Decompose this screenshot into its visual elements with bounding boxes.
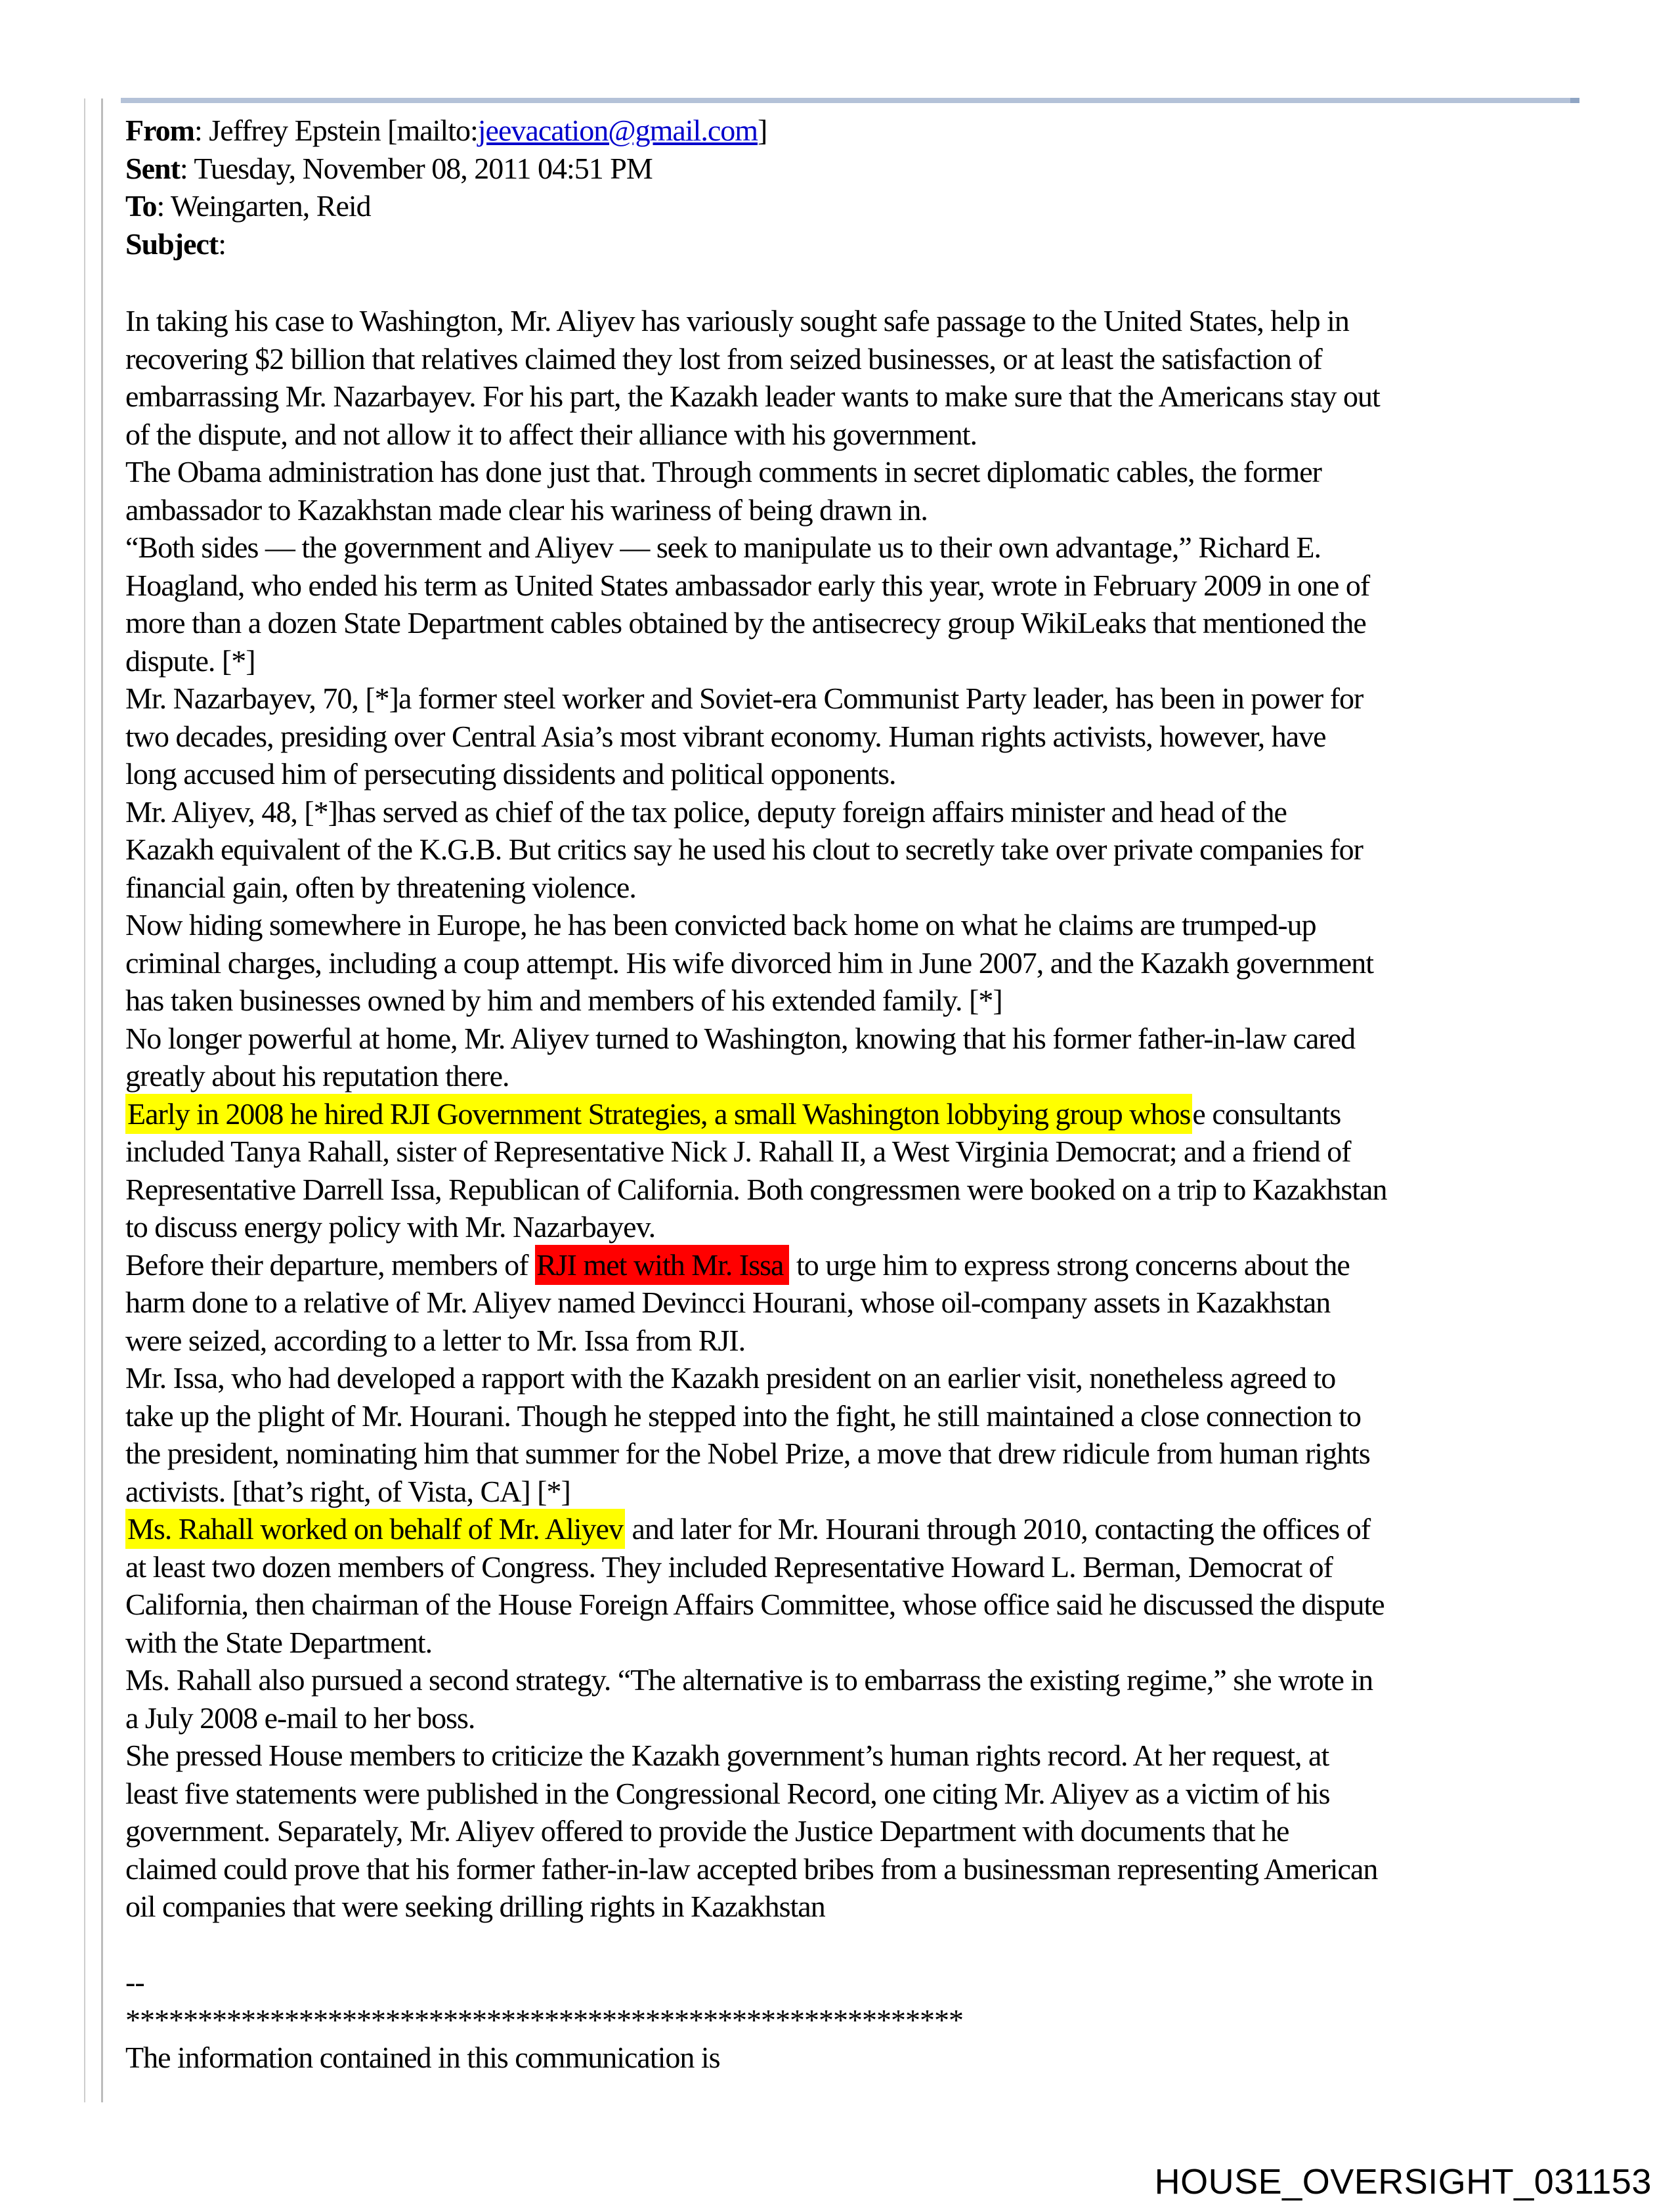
body-text-segment: “Both sides — the government and Aliyev — seek to manipulate us to their own advantage,” Richard E.	[125, 531, 1321, 564]
body-line	[125, 1548, 1386, 1586]
body-line	[125, 1473, 1386, 1511]
body-line	[125, 1133, 1386, 1171]
body-text-segment: financial gain, often by threatening violence.	[125, 870, 636, 904]
body-line	[125, 642, 1386, 680]
body-text-segment: **********************************************************	[125, 2003, 963, 2037]
body-text-segment: included Tanya Rahall, sister of Representative Nick J. Rahall II, a West Virginia Democrat; and a friend of	[125, 1135, 1351, 1168]
body-text-segment: were seized, according to a letter to Mr. Issa from RJI.	[125, 1323, 746, 1357]
body-text-segment: California, then chairman of the House Foreign Affairs Committee, whose office said he discussed the dispute	[125, 1588, 1384, 1621]
body-text-segment: Ms. Rahall also pursued a second strategy. “The alternative is to embarrass the existing regime,” she wrote in	[125, 1663, 1373, 1697]
to-label: To	[125, 189, 157, 223]
body-line	[125, 1171, 1386, 1209]
body-text-segment: the president, nominating him that summer for the Nobel Prize, a move that drew ridicule from human rights	[125, 1437, 1370, 1470]
email-body	[125, 302, 1386, 2077]
body-line	[125, 604, 1386, 642]
body-line	[125, 491, 1386, 529]
body-line	[125, 1926, 1386, 1964]
body-text-segment: two decades, presiding over Central Asia’s most vibrant economy. Human rights activists, however, have	[125, 719, 1326, 753]
body-text-segment: least five statements were published in the Congressional Record, one citing Mr. Aliyev as a victim of his	[125, 1776, 1330, 1810]
body-line	[125, 869, 1386, 907]
yellow-highlight: Ms. Rahall worked on behalf of Mr. Aliyev	[125, 1509, 625, 1549]
body-line	[125, 1510, 1386, 1548]
subject-label: Subject	[125, 227, 219, 261]
sent-label: Sent	[125, 151, 180, 185]
from-post-link: ]	[758, 114, 767, 147]
body-text-segment: harm done to a relative of Mr. Aliyev named Devincci Hourani, whose oil-company assets in Kazakhstan	[125, 1286, 1331, 1319]
body-line	[125, 1812, 1386, 1850]
body-text-segment: more than a dozen State Department cables obtained by the antisecrecy group WikiLeaks that mentioned the	[125, 606, 1366, 640]
email-header-from	[125, 112, 767, 150]
body-line	[125, 1359, 1386, 1397]
quote-indent-line-outer	[84, 98, 85, 2102]
body-text-segment: claimed could prove that his former father-in-law accepted bribes from a businessman representing American	[125, 1852, 1378, 1886]
body-text-segment: ambassador to Kazakhstan made clear his wariness of being drawn in.	[125, 492, 928, 527]
body-line	[125, 340, 1386, 378]
body-line	[125, 1624, 1386, 1662]
body-text-segment: a July 2008 e-mail to her boss.	[125, 1701, 475, 1735]
body-text-segment: greatly about his reputation there.	[125, 1059, 509, 1093]
body-line	[125, 755, 1386, 793]
body-line	[125, 718, 1386, 756]
body-text-segment: dispute. [*]	[125, 643, 255, 678]
body-text-segment: with the State Department.	[125, 1625, 433, 1659]
body-text-segment: long accused him of persecuting dissidents and political opponents.	[125, 757, 896, 791]
body-text-segment: She pressed House members to criticize the Kazakh government’s human rights record. At her request, at	[125, 1739, 1329, 1772]
from-label: From	[125, 114, 195, 147]
body-line	[125, 378, 1386, 416]
body-text-segment: of the dispute, and not allow it to affect their alliance with his government.	[125, 417, 977, 451]
email-header-sent	[125, 150, 767, 188]
body-text-segment: oil companies that were seeking drilling rights in Kazakhstan	[125, 1890, 825, 1923]
body-text-segment: criminal charges, including a coup attempt. His wife divorced him in June 2007, and the Kazakh government	[125, 945, 1373, 980]
body-text-segment: Representative Darrell Issa, Republican of California. Both congressmen were booked on a trip to Kazakhstan	[125, 1172, 1387, 1206]
body-text-segment: Mr. Nazarbayev, 70, [*]a former steel worker and Soviet-era Communist Party leader, has been in power for	[125, 682, 1363, 715]
body-line	[125, 453, 1386, 491]
body-text-segment: take up the plight of Mr. Hourani. Though he stepped into the fight, he still maintained a close connection to	[125, 1399, 1362, 1433]
body-text-segment: to urge him to express strong concerns about the	[789, 1247, 1350, 1282]
body-line	[125, 1020, 1386, 1058]
body-line	[125, 1208, 1386, 1246]
body-text-segment: at least two dozen members of Congress. They included Representative Howard L. Berman, Democrat of	[125, 1550, 1333, 1584]
body-line	[125, 1586, 1386, 1624]
body-line	[125, 1095, 1386, 1133]
body-line	[125, 1699, 1386, 1737]
body-text-segment: to discuss energy policy with Mr. Nazarbayev.	[125, 1210, 656, 1244]
body-line	[125, 1888, 1386, 1926]
yellow-highlight: Early in 2008 he hired RJI Government Strategies, a small Washington lobbying group whos	[125, 1094, 1192, 1134]
body-line	[125, 831, 1386, 869]
body-line	[125, 1397, 1386, 1435]
body-line	[125, 982, 1386, 1020]
body-line	[125, 1775, 1386, 1813]
body-text-segment: embarrassing Mr. Nazarbayev. For his part, the Kazakh leader wants to make sure that the Americans stay out	[125, 380, 1380, 413]
body-line	[125, 680, 1386, 718]
body-line	[125, 906, 1386, 944]
body-line	[125, 1057, 1386, 1095]
body-text-segment: activists. [that’s right, of Vista, CA] [*]	[125, 1474, 570, 1508]
email-header	[125, 112, 767, 263]
body-text-segment: Mr. Issa, who had developed a rapport with the Kazakh president on an earlier visit, nonetheless agreed to	[125, 1361, 1336, 1395]
body-text-segment: has taken businesses owned by him and members of his extended family. [*]	[125, 984, 1002, 1017]
body-text-segment: Kazakh equivalent of the K.G.B. But critics say he used his clout to secretly take over private companies for	[125, 833, 1363, 866]
body-text-segment: and later for Mr. Hourani through 2010, contacting the offices of	[624, 1512, 1371, 1546]
to-value: : Weingarten, Reid	[156, 189, 371, 223]
body-line	[125, 1322, 1386, 1360]
body-line	[125, 567, 1386, 605]
body-text-segment: No longer powerful at home, Mr. Aliyev turned to Washington, knowing that his former father-in-law cared	[125, 1021, 1356, 1055]
body-text-segment: The information contained in this communication is	[125, 2041, 720, 2074]
red-highlight: RJI met with Mr. Issa	[535, 1245, 789, 1285]
body-line	[125, 1963, 1386, 2001]
body-text-segment: government. Separately, Mr. Aliyev offered to provide the Justice Department with documents that he	[125, 1814, 1289, 1848]
body-line	[125, 1284, 1386, 1322]
body-line	[125, 2001, 1386, 2039]
body-line	[125, 793, 1386, 831]
body-text-segment: In taking his case to Washington, Mr. Aliyev has variously sought safe passage to the United States, help in	[125, 304, 1349, 337]
body-line	[125, 1435, 1386, 1473]
body-line	[125, 1661, 1386, 1699]
sender-email-link[interactable]: jeevacation@gmail.com	[477, 114, 758, 147]
body-line	[125, 302, 1386, 340]
body-text-segment: recovering $2 billion that relatives claimed they lost from seized businesses, or at least the satisfaction of	[125, 341, 1322, 376]
body-line	[125, 1246, 1386, 1284]
body-text-segment: --	[125, 1965, 144, 1999]
body-text-segment: Now hiding somewhere in Europe, he has been convicted back home on what he claims are trumped-up	[125, 908, 1316, 942]
body-line	[125, 2039, 1386, 2077]
email-header-subject	[125, 225, 767, 263]
body-text-segment: Before their departure, members of	[125, 1247, 536, 1282]
body-text-segment: Mr. Aliyev, 48, [*]has served as chief of the tax police, deputy foreign affairs minister and head of the	[125, 794, 1287, 829]
email-header-to	[125, 187, 767, 225]
sent-value: : Tuesday, November 08, 2011 04:51 PM	[179, 151, 653, 185]
bates-number: HOUSE_OVERSIGHT_031153	[1154, 2162, 1652, 2201]
body-line	[125, 1737, 1386, 1775]
body-text-segment: e consultants	[1192, 1096, 1341, 1131]
body-line	[125, 1850, 1386, 1888]
from-pre-link: : Jeffrey Epstein [mailto:	[194, 114, 478, 147]
body-text-segment: The Obama administration has done just that. Through comments in secret diplomatic cables, the former	[125, 455, 1321, 488]
header-divider-bar	[121, 98, 1579, 103]
header-divider-bar-endcap	[1570, 98, 1579, 103]
body-line	[125, 944, 1386, 982]
quote-indent-line-inner	[101, 98, 103, 2102]
body-line	[125, 416, 1386, 454]
subject-value: :	[218, 227, 226, 261]
body-line	[125, 529, 1386, 567]
body-text-segment: Hoagland, who ended his term as United States ambassador early this year, wrote in February 2009 in one of	[125, 568, 1370, 602]
